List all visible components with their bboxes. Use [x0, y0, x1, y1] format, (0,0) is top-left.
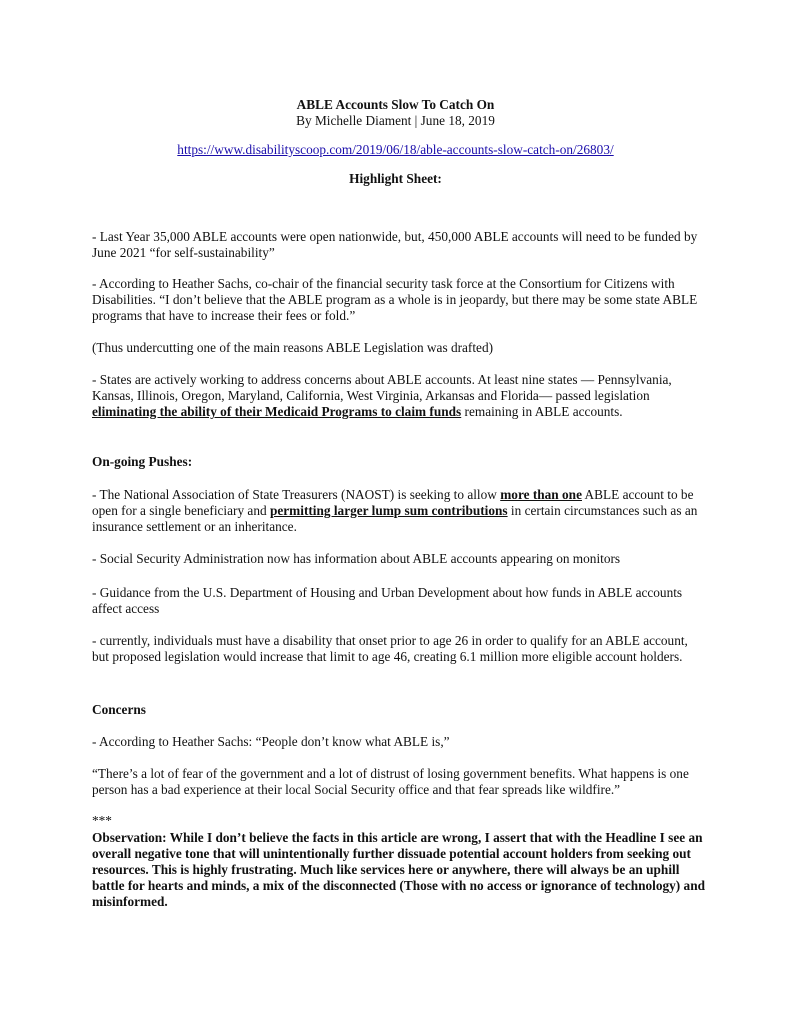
observation-paragraph: Observation: While I don’t believe the facts in this article are wrong, I assert that with the Headline I see an overall negative tone that will unintentionally further dissuade potential account holders from seeking out resources. This is highly frustrating. Much like services here or anywhere, there will always be an uphill battle for hearts and minds, a mix of the disconnected (Those with no access or ignorance of technology) and misinformed. — [92, 830, 706, 909]
medicaid-emphasis: eliminating the ability of their Medicaid Programs to claim funds — [92, 404, 462, 419]
highlight-sheet-heading: Highlight Sheet: — [349, 171, 442, 186]
ongoing-paragraph-4: - currently, individuals must have a disability that onset prior to age 26 in order to qualify for an ABLE account, but proposed legislation would increase that limit to age 46, creating 6.1 million more eligible account holders. — [92, 633, 688, 664]
highlight-paragraph-3: (Thus undercutting one of the main reasons ABLE Legislation was drafted) — [92, 340, 494, 355]
article-title: ABLE Accounts Slow To Catch On — [296, 97, 495, 112]
ongoing-paragraph-2: - Social Security Administration now has information about ABLE accounts appearing on monitors — [92, 551, 621, 566]
more-than-one-emphasis: more than one — [500, 487, 582, 502]
highlight-paragraph-2: - According to Heather Sachs, co-chair of the financial security task force at the Consortium for Citizens with Disabilities. “I don’t believe that the ABLE program as a whole is in jeopardy, but there may be some state ABLE programs that have to increase their fees or fold.” — [92, 276, 698, 323]
ongoing-paragraph-3: - Guidance from the U.S. Department of Housing and Urban Development about how funds in ABLE accounts affect access — [92, 585, 683, 616]
ongoing-paragraph-1: - The National Association of State Treasurers (NAOST) is seeking to allow more than one ABLE account to be open for a single beneficiary and permitting larger lump sum contributions in certain circumstances such as an insurance settlement or an inheritance. — [92, 487, 698, 534]
source-link[interactable]: https://www.disabilityscoop.com/2019/06/18/able-accounts-slow-catch-on/26803/ — [177, 142, 614, 157]
concerns-paragraph-2: “There’s a lot of fear of the government and a lot of distrust of losing government benefits. What happens is one person has a bad experience at their local Social Security office and that fear spreads like wildfire.” — [92, 766, 689, 797]
concerns-heading: Concerns — [92, 702, 146, 717]
ongoing-heading: On-going Pushes: — [92, 454, 193, 469]
observation-separator: *** — [92, 813, 112, 828]
highlight-paragraph-1: - Last Year 35,000 ABLE accounts were open nationwide, but, 450,000 ABLE accounts will need to be funded by June 2021 “for self-sustainability” — [92, 229, 698, 260]
concerns-paragraph-1: - According to Heather Sachs: “People don’t know what ABLE is,” — [92, 734, 450, 749]
highlight-paragraph-4: - States are actively working to address concerns about ABLE accounts. At least nine states — Pennsylvania, Kansas, Illinois, Oregon, Maryland, California, West Virginia, Arkansas and Florida— passed legislation eliminating the ability of their Medicaid Programs to claim funds remaining in ABLE accounts. — [92, 372, 672, 419]
article-byline: By Michelle Diament | June 18, 2019 — [296, 113, 495, 128]
lump-sum-emphasis: permitting larger lump sum contributions — [269, 503, 508, 518]
